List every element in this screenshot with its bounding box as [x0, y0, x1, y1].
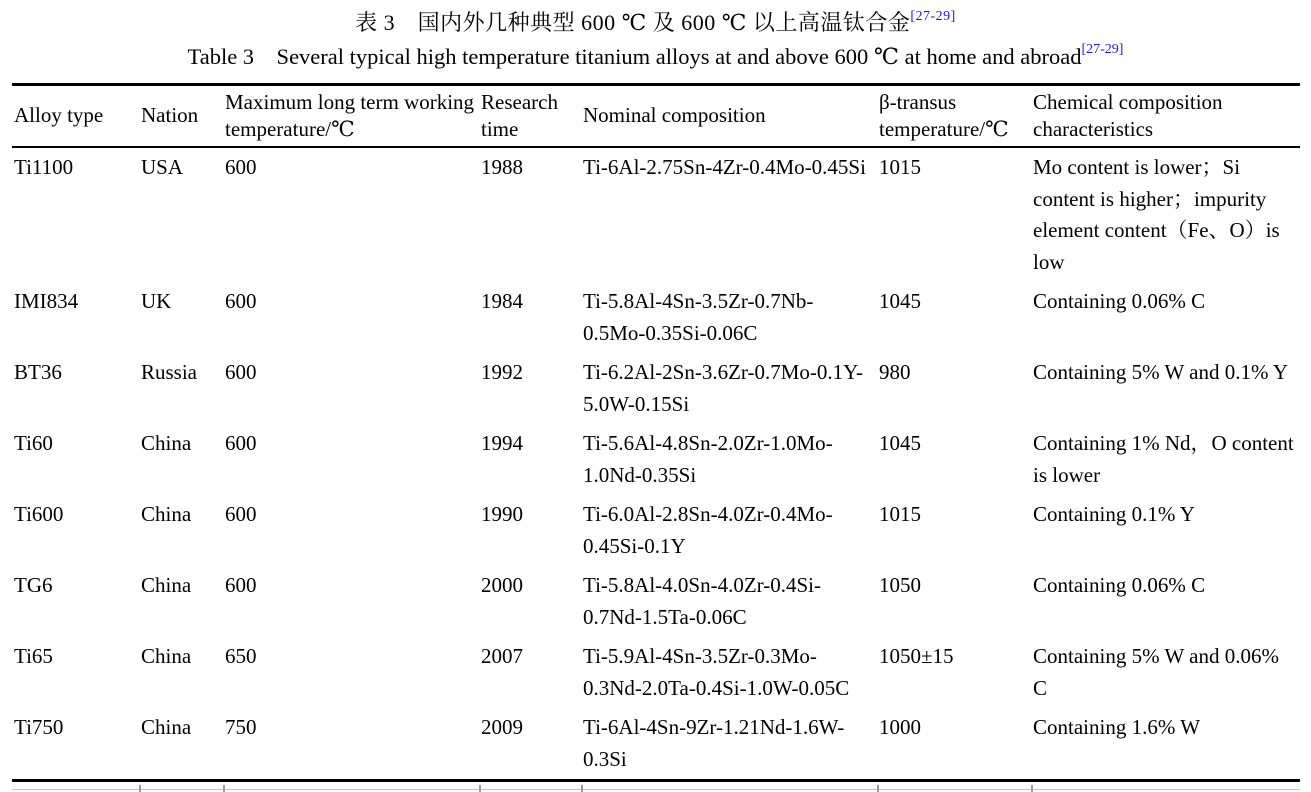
header-beta-transus-temperature: β-transus temperature/℃ [877, 84, 1031, 147]
cell-nation: China [141, 573, 192, 598]
cell-max-temperature: 600 [225, 431, 257, 456]
cell-nominal-composition: Ti-6Al-4Sn-9Zr-1.21Nd-1.6W-0.3Si [583, 715, 845, 771]
cell-beta-transus: 980 [879, 360, 911, 385]
cell-nominal-composition: Ti-6.2Al-2Sn-3.6Zr-0.7Mo-0.1Y-5.0W-0.15Si [583, 360, 863, 416]
cell-beta-transus: 1000 [879, 715, 921, 740]
cell-max-temperature: 650 [225, 644, 257, 669]
table-row [12, 424, 1300, 495]
table-row [12, 637, 1300, 708]
cell-research-time: 2009 [481, 715, 523, 740]
table-row [12, 566, 1300, 637]
table-title-zh [0, 9, 1311, 38]
cell-research-time: 2007 [481, 644, 523, 669]
cell-research-time: 1988 [481, 155, 523, 180]
cell-nation: Russia [141, 360, 198, 385]
table-title-zh-text: 表 3 国内外几种典型 600 ℃ 及 600 ℃ 以上高温钛合金 [355, 10, 911, 35]
header-nominal-composition: Nominal composition [581, 84, 877, 147]
header-research-time: Research time [479, 84, 581, 147]
cell-chemical-characteristics: Mo content is lower；Si content is higher；impurity element content（Fe、O）is low [1033, 155, 1280, 274]
cell-nominal-composition: Ti-5.8Al-4Sn-3.5Zr-0.7Nb-0.5Mo-0.35Si-0.06C [583, 289, 814, 345]
header-nation: Nation [139, 84, 223, 147]
table-title-en-text: Table 3 Several typical high temperature titanium alloys at and above 600 ℃ at home and abroad [187, 43, 1082, 69]
cell-alloy-type: Ti60 [14, 431, 53, 456]
cell-chemical-characteristics: Containing 1% Nd，O content is lower [1033, 431, 1294, 487]
cell-nation: UK [141, 289, 172, 314]
cell-chemical-characteristics: Containing 0.06% C [1033, 289, 1206, 314]
table-row [12, 282, 1300, 353]
cell-research-time: 2000 [481, 573, 523, 598]
cell-max-temperature: 750 [225, 715, 257, 740]
alloys-table [12, 83, 1300, 783]
cell-max-temperature: 600 [225, 502, 257, 527]
cell-max-temperature: 600 [225, 155, 257, 180]
cell-alloy-type: Ti600 [14, 502, 64, 527]
column-tick [223, 785, 225, 792]
cell-alloy-type: Ti750 [14, 715, 64, 740]
cell-max-temperature: 600 [225, 289, 257, 314]
cell-nation: USA [141, 155, 184, 180]
cell-alloy-type: Ti65 [14, 644, 53, 669]
citation-ref-en[interactable]: [27-29] [1081, 42, 1124, 58]
header-max-working-temperature: Maximum long term working temperature/℃ [223, 84, 479, 147]
table-row [12, 495, 1300, 566]
header-alloy-type: Alloy type [12, 84, 139, 147]
cell-nation: China [141, 644, 192, 669]
table-caption-block [0, 0, 1311, 71]
cell-beta-transus: 1015 [879, 155, 921, 180]
cell-research-time: 1984 [481, 289, 523, 314]
column-tick [139, 785, 141, 792]
table-row [12, 708, 1300, 781]
table-row [12, 353, 1300, 424]
cell-nominal-composition: Ti-5.9Al-4Sn-3.5Zr-0.3Mo-0.3Nd-2.0Ta-0.4Si-1.0W-0.05C [583, 644, 850, 700]
citation-ref-zh[interactable]: [27-29] [910, 8, 956, 24]
cell-research-time: 1994 [481, 431, 523, 456]
table-row [12, 147, 1300, 282]
cell-alloy-type: TG6 [14, 573, 53, 598]
scan-artifact-line [12, 789, 1300, 790]
cell-research-time: 1990 [481, 502, 523, 527]
table-header-row [12, 84, 1300, 147]
cell-beta-transus: 1050 [879, 573, 921, 598]
cell-nominal-composition: Ti-5.6Al-4.8Sn-2.0Zr-1.0Mo-1.0Nd-0.35Si [583, 431, 833, 487]
cell-nominal-composition: Ti-5.8Al-4.0Sn-4.0Zr-0.4Si-0.7Nd-1.5Ta-0.06C [583, 573, 821, 629]
cell-chemical-characteristics: Containing 5% W and 0.06% C [1033, 644, 1279, 700]
cell-alloy-type: BT36 [14, 360, 62, 385]
table-title-en [0, 42, 1311, 71]
cell-chemical-characteristics: Containing 0.06% C [1033, 573, 1206, 598]
column-tick [479, 785, 481, 792]
cell-max-temperature: 600 [225, 360, 257, 385]
cell-beta-transus: 1045 [879, 431, 921, 456]
cell-max-temperature: 600 [225, 573, 257, 598]
cell-chemical-characteristics: Containing 0.1% Y [1033, 502, 1195, 527]
cell-chemical-characteristics: Containing 1.6% W [1033, 715, 1201, 740]
header-chemical-characteristics: Chemical composition characteristics [1031, 84, 1300, 147]
column-tick [581, 785, 583, 792]
cell-nominal-composition: Ti-6.0Al-2.8Sn-4.0Zr-0.4Mo-0.45Si-0.1Y [583, 502, 833, 558]
cell-research-time: 1992 [481, 360, 523, 385]
column-tick [877, 785, 879, 792]
cell-nominal-composition: Ti-6Al-2.75Sn-4Zr-0.4Mo-0.45Si [583, 155, 866, 180]
cell-alloy-type: IMI834 [14, 289, 79, 314]
column-tick [1031, 785, 1033, 792]
cell-nation: China [141, 431, 192, 456]
cell-nation: China [141, 502, 192, 527]
cell-beta-transus: 1050±15 [879, 644, 954, 669]
cell-beta-transus: 1045 [879, 289, 921, 314]
cell-alloy-type: Ti1100 [14, 155, 74, 180]
cell-beta-transus: 1015 [879, 502, 921, 527]
cell-chemical-characteristics: Containing 5% W and 0.1% Y [1033, 360, 1289, 385]
cell-nation: China [141, 715, 192, 740]
